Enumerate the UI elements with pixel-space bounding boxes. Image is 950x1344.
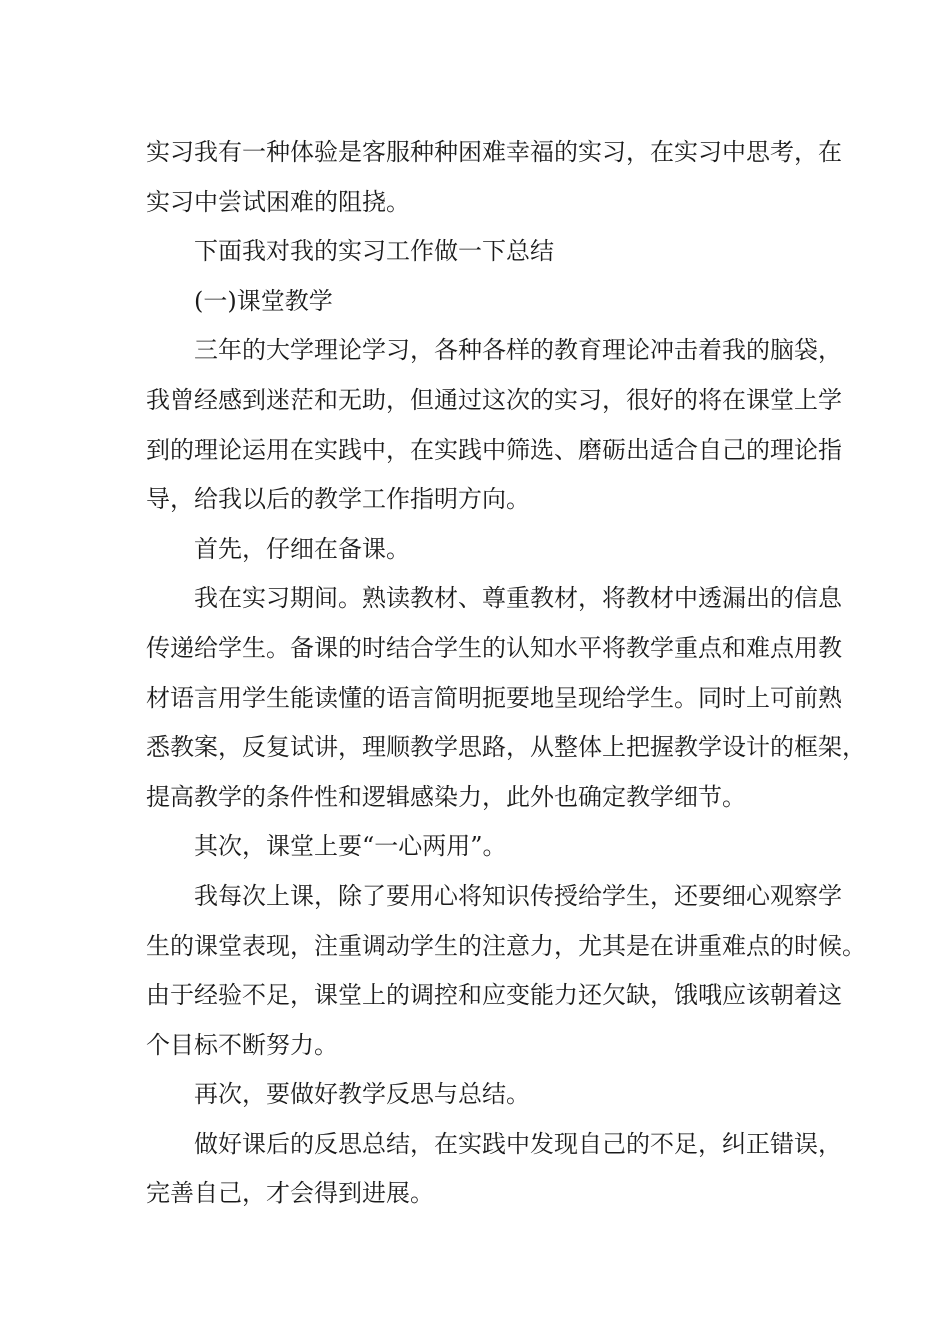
text-line: 到的理论运用在实践中，在实践中筛选、磨砺出适合自己的理论指 <box>146 435 842 464</box>
text-line: 我在实习期间。熟读教材、尊重教材，将教材中透漏出的信息 <box>194 584 842 613</box>
paragraph <box>146 1070 816 1120</box>
paragraph <box>146 128 842 227</box>
text-line: 实习我有一种体验是客服种种困难幸福的实习，在实习中思考，在 <box>146 138 842 166</box>
paragraph <box>146 1120 842 1219</box>
paragraph <box>146 227 816 277</box>
text-line: 材语言用学生能读懂的语言简明扼要地呈现给学生。同时上可前熟 <box>146 683 842 712</box>
text-line: 生的课堂表现，注重调动学生的注意力，尤其是在讲重难点的时候。 <box>146 931 866 960</box>
paragraph <box>146 326 842 524</box>
text-line: 其次，课堂上要“一心两用”。 <box>194 832 507 861</box>
text-line: 我每次上课，除了要用心将知识传授给学生，还要细心观察学 <box>194 881 842 910</box>
text-line: 完善自己，才会得到进展。 <box>146 1179 434 1208</box>
paragraph <box>146 822 816 872</box>
text-line: (一)课堂教学 <box>194 286 333 315</box>
text-line: 悉教案，反复试讲，理顺教学思路，从整体上把握教学设计的框架， <box>146 733 866 762</box>
text-line: 再次，要做好教学反思与总结。 <box>194 1080 530 1109</box>
text-line: 由于经验不足，课堂上的调控和应变能力还欠缺，饿哦应该朝着这 <box>146 981 842 1010</box>
text-line: 个目标不断努力。 <box>146 1030 338 1059</box>
text-line: 我曾经感到迷茫和无助，但通过这次的实习，很好的将在课堂上学 <box>146 385 842 414</box>
text-line: 三年的大学理论学习，各种各样的教育理论冲击着我的脑袋， <box>194 336 842 365</box>
text-line: 提高教学的条件性和逻辑感染力，此外也确定教学细节。 <box>146 782 746 811</box>
paragraph <box>146 872 866 1070</box>
text-line: 首先，仔细在备课。 <box>194 534 410 563</box>
text-line: 做好课后的反思总结，在实践中发现自己的不足，纠正错误， <box>194 1129 842 1158</box>
paragraph <box>146 277 816 327</box>
paragraph <box>146 574 866 822</box>
document-body <box>146 128 866 1219</box>
text-line: 传递给学生。备课的时结合学生的认知水平将教学重点和难点用教 <box>146 633 842 662</box>
text-line: 下面我对我的实习工作做一下总结 <box>194 237 554 266</box>
text-line: 导，给我以后的教学工作指明方向。 <box>146 485 530 514</box>
text-line: 实习中尝试困难的阻挠。 <box>146 187 410 216</box>
paragraph <box>146 525 816 575</box>
